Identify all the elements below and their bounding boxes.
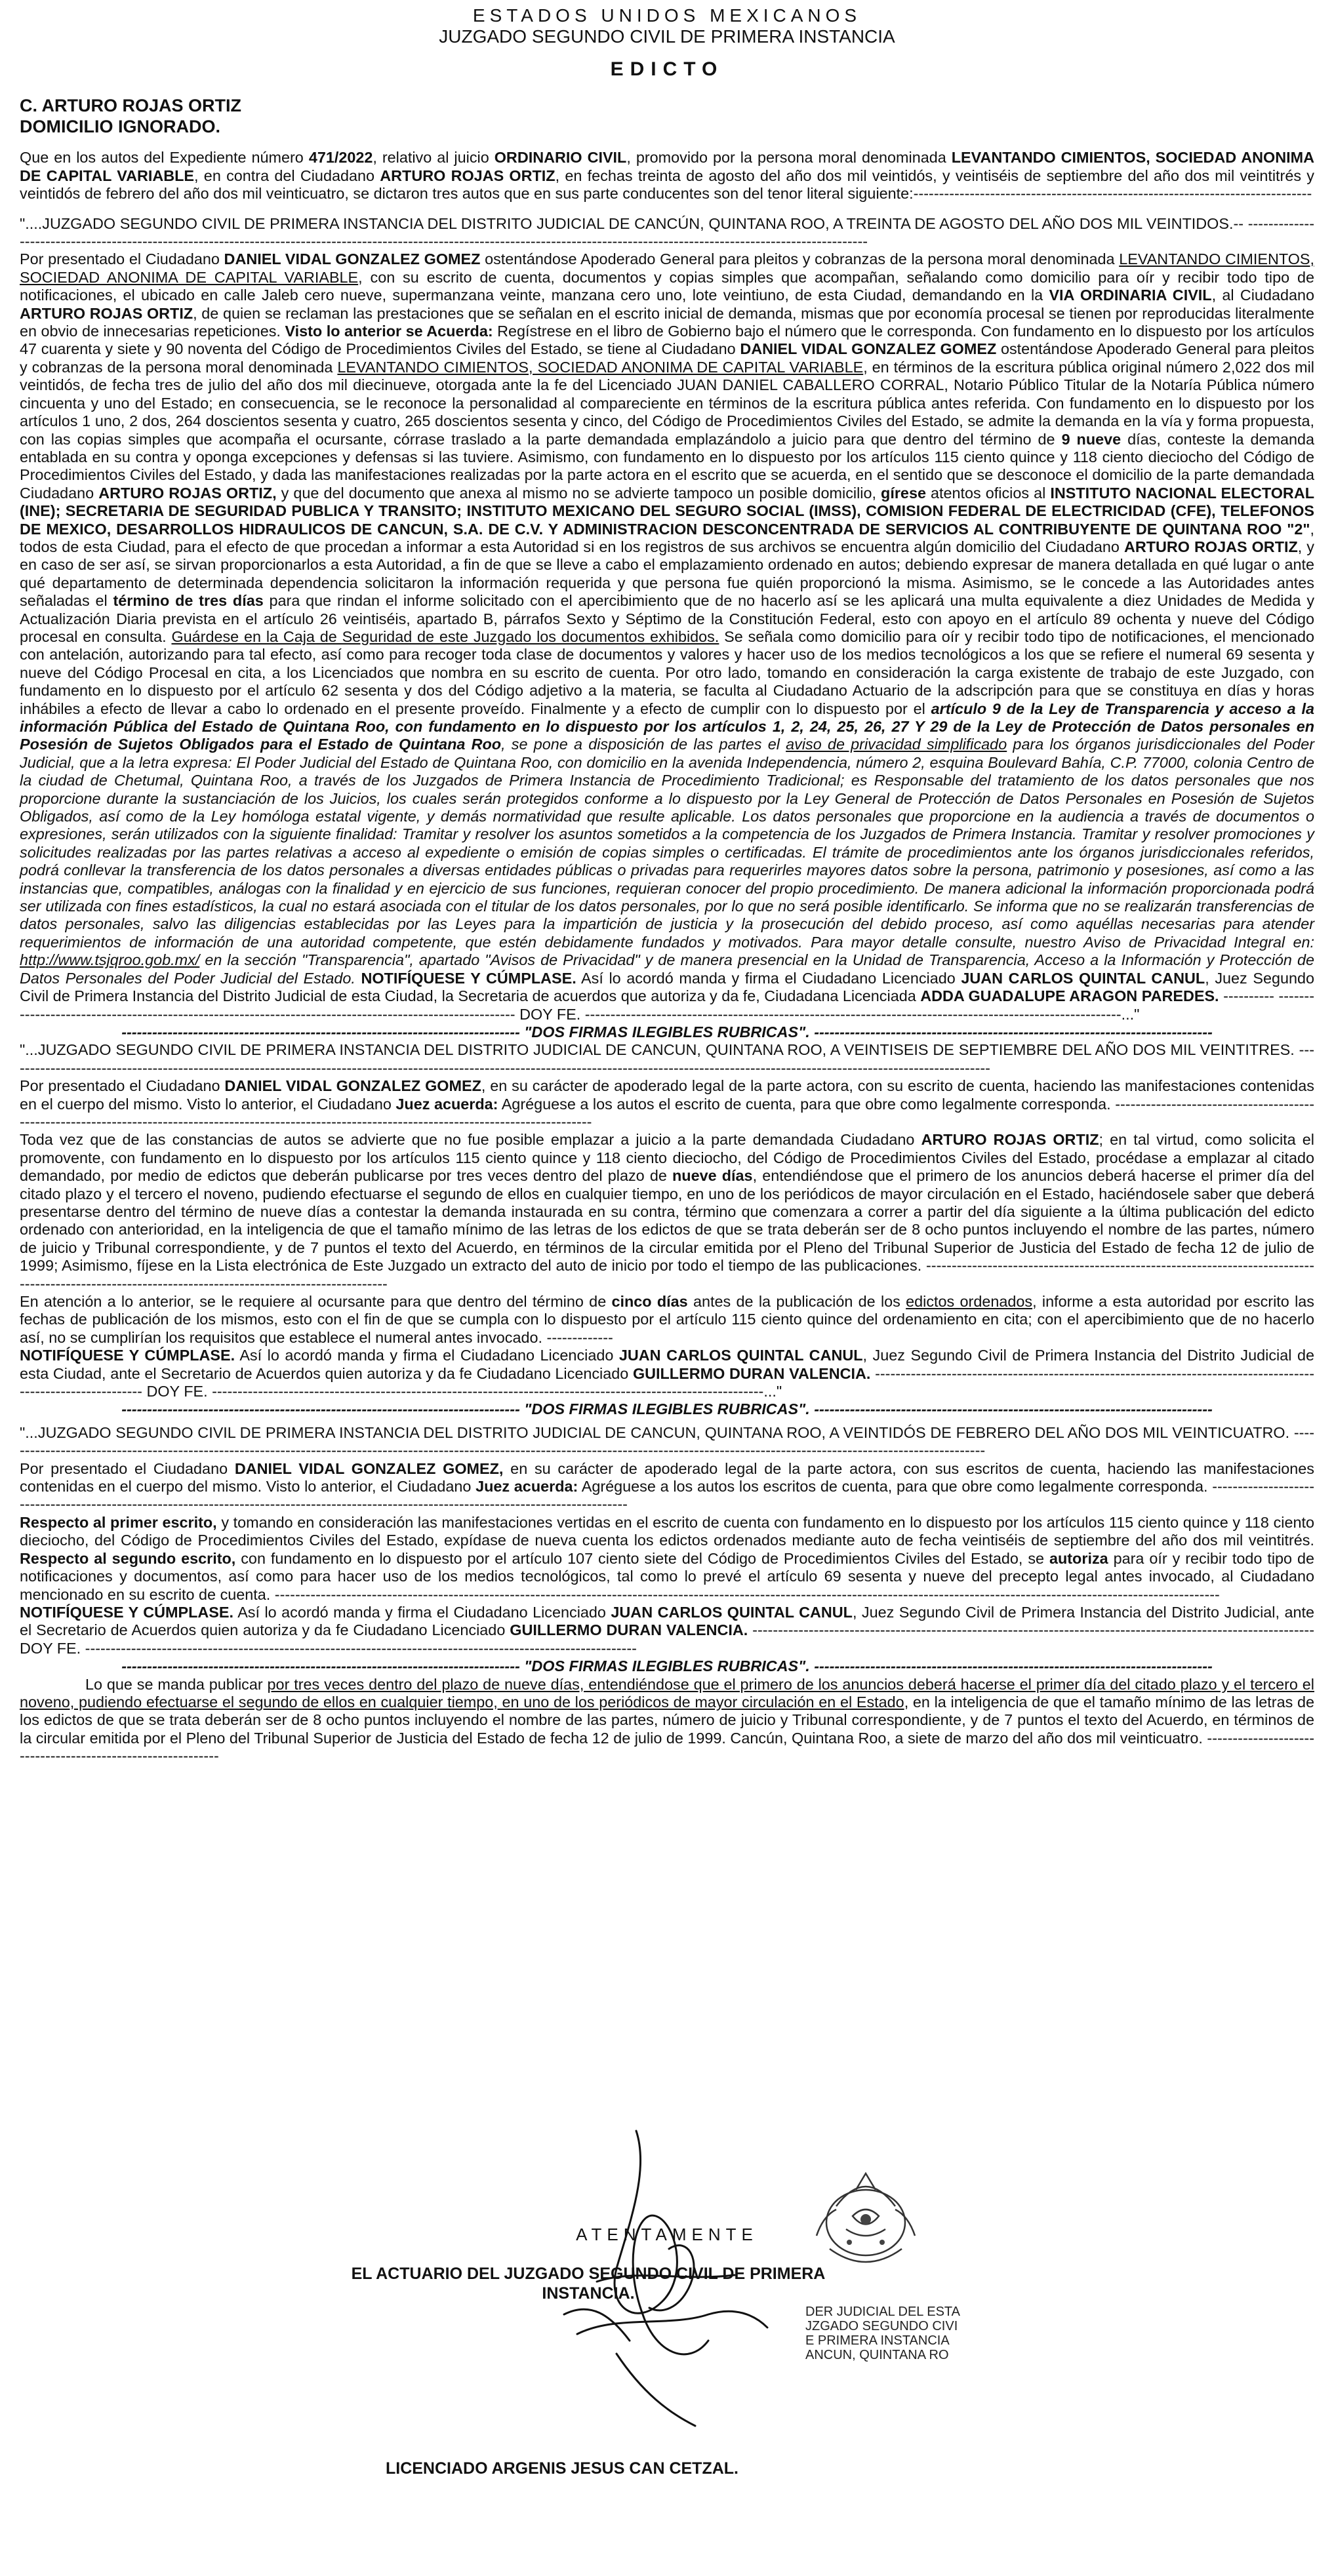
actuario-title-line1: EL ACTUARIO DEL JUZGADO SEGUNDO CIVIL DE PRIMERA [351,2265,826,2283]
publication-paragraph: Lo que se manda publicar por tres veces dentro del plazo de nueve días, entendiéndose que el primero de los anuncios deberá hacerse el primer día del citado plazo y el tercero el noveno, pudiendo efectuarse el segundo de ellos en cualquier tiempo, en uno de los periódicos de mayor circulación en el Estado, en la inteligencia de que el tamaño mínimo de las letras de los edictos de que se trata deberán ser de 8 ocho puntos incluyendo el nombre de las partes, número de juicio y Tribunal correspondiente, y de 7 puntos el texto del Acuerdo, en términos de la circular emitida por el Pleno del Tribunal Superior de Justicia del Estado de fecha 12 de julio de 1999. Cancún, Quintana Roo, a siete de marzo del año dos mil veinticuatro. ------------------------------------------------------------ [20,1675,1314,1765]
auto3-p2: Respecto al primer escrito, y tomando en consideración las manifestaciones vertidas en el escrito de cuenta con fundamento en lo dispuesto por los artículos 115 ciento quince y 118 ciento dieciocho, del Código de Procedimientos Civiles del Estado, expídase de nueva cuenta los edictos ordenados mediante auto de fecha veintiséis de septiembre del año dos mil veintitrés. Respecto al segundo escrito, con fundamento en lo dispuesto por el artículo 107 ciento siete del Código de Procedimientos Civiles del Estado, se autoriza para oír y recibir todo tipo de notificaciones y documentos, así como para hacer uso de los medios tecnológicos, tal como lo prevé el artículo 69 sesenta y nueve del precepto legal antes invocado, al Ciudadano mencionado en su escrito de cuenta. ----------------------------------------------------------------------------------------------------------------------------------------------------------------------------------------- [20,1513,1314,1603]
auto2-signatures-note: ------------------------------------------------------------------------------ "DOS FIRMAS ILEGIBLES RUBRICAS". ------------------------------------------------------------------------------ [121,1400,1213,1418]
auto1-signatures-note: ------------------------------------------------------------------------------ "DOS FIRMAS ILEGIBLES RUBRICAS". ------------------------------------------------------------------------------ [121,1023,1213,1040]
addressee-name: C. ARTURO ROJAS ORTIZ [20,96,242,116]
auto2-p3: En atención a lo anterior, se le requiere al ocursante para que dentro del término de cinco días antes de la publicación de los edictos ordenados, informe a esta autoridad por escrito las fechas de publicación de los mismos, esto con el fin de que se cumpla con lo dispuesto por el artículo 115 ciento quince del ordenamiento en cita; con el apercibimiento que de no hacerlo así, no se cumplirían los requisitos que establece el numeral antes invocado. ------------- [20,1293,1314,1346]
document-title: EDICTO [610,58,724,80]
handwritten-signature [538,2118,813,2446]
privacy-notice-link[interactable]: http://www.tsjqroo.gob.mx/ [20,951,200,969]
intro-paragraph: Que en los autos del Expediente número 471/2022, relativo al juicio ORDINARIO CIVIL, promovido por la persona moral denominada LEVANTANDO CIMIENTOS, SOCIEDAD ANONIMA DE CAPITAL VARIABLE, en contra del Ciudadano ARTURO ROJAS ORTIZ, en fechas treinta de agosto del año dos mil veintidós, y veintiséis de septiembre del año dos mil veintitrés y veintidós de febrero del año dos mil veinticuatro, se dictaron tres autos que en sus parte conducentes son del tenor literal siguiente:------------------------------------------------------------------------------ [20,149,1314,203]
country-header: ESTADOS UNIDOS MEXICANOS [472,5,862,26]
auto2-p1: Por presentado el Ciudadano DANIEL VIDAL GONZALEZ GOMEZ, en su carácter de apoderado legal de la parte actora, con su escrito de cuenta, haciendo las manifestaciones contenidas en el cuerpo del mismo. Visto lo anterior, el Ciudadano Juez acuerda: Agréguese a los autos el escrito de cuenta, para que obre como legalmente corresponda. ------------------------------------------------------------------------------------------------------------------------------------------------------- [20,1077,1315,1130]
court-seal-text: DER JUDICIAL DEL ESTA JZGADO SEGUNDO CIVI E PRIMERA INSTANCIA ANCUN, QUINTANA RO [805,2305,960,2362]
auto1-heading: "....JUZGADO SEGUNDO CIVIL DE PRIMERA INSTANCIA DEL DISTRITO JUDICIAL DE CANCÚN, QUINTANA ROO, A TREINTA DE AGOSTO DEL AÑO DOS MIL VEINTIDOS.-- ----------------------------------------------------------------------------------------------------------------------------------------------------------------------------------- [20,214,1314,250]
atentamente: ATENTAMENTE [576,2225,758,2244]
auto3-heading: "...JUZGADO SEGUNDO CIVIL DE PRIMERA INSTANCIA DEL DISTRITO JUDICIAL DE CANCUN, QUINTANA ROO, A VEINTIDÓS DE FEBRERO DEL AÑO DOS MIL VEINTICUATRO. ------------------------------------------------------------------------------------------------------------------------------------------------------------------------------------------------- [20,1423,1315,1459]
actuario-title-line2: INSTANCIA. [542,2284,635,2303]
auto2-heading: "...JUZGADO SEGUNDO CIVIL DE PRIMERA INSTANCIA DEL DISTRITO JUDICIAL DE CANCUN, QUINTANA ROO, A VEINTISEIS DE SEPTIEMBRE DEL AÑO DOS MIL VEINTITRES. ------------------------------------------------------------------------------------------------------------------------------------------------------------------------------------------------- [20,1041,1314,1077]
auto3-signatures-note: ------------------------------------------------------------------------------ "DOS FIRMAS ILEGIBLES RUBRICAS". ------------------------------------------------------------------------------ [121,1657,1213,1675]
signer-name: LICENCIADO ARGENIS JESUS CAN CETZAL. [385,2459,738,2478]
court-header: JUZGADO SEGUNDO CIVIL DE PRIMERA INSTANCIA [439,26,895,47]
auto2-p2: Toda vez que de las constancias de autos se advierte que no fue posible emplazar a juicio a la parte demandada Ciudadano ARTURO ROJAS ORTIZ; en tal virtud, como solicita el promovente, con fundamento en lo dispuesto por los artículos 115 ciento quince y 118 ciento dieciocho, del Código de Procedimientos Civiles del Estado, procédase a emplazar al citado demandado, por medio de edictos que deberán publicarse por tres veces dentro del plazo de nueve días, entendiéndose que el primero de los anuncios deberá hacerse el primer día del citado plazo y el tercero el noveno, pudiendo efectuarse el segundo de ellos en cualquier tiempo, en uno de los periódicos de mayor circulación en el Estado, haciéndosele saber que deberá presentarse dentro del término de nueve días a contestar la demanda instaurada en su contra, término que comenzara a correr a partir del día siguiente a la última publicación del edicto ordenado con anterioridad, en la inteligencia de que el tamaño mínimo de las letras de los edictos de que se trata deberán ser de 8 ocho puntos incluyendo el nombre de las partes, número de juicio y Tribunal correspondiente, y de 7 puntos el texto del Acuerdo, en términos de la circular emitida por el Pleno del Tribunal Superior de Justicia del Estado de fecha 12 de julio de 1999; Asimismo, fíjese en la Lista electrónica de Este Juzgado un extracto del auto de inicio por todo el tiempo de las publicaciones. ---------------------------------------------------------------------------------------------------------------------------------------------------- [20,1131,1314,1292]
auto1-body: Por presentado el Ciudadano DANIEL VIDAL GONZALEZ GOMEZ ostentándose Apoderado General para pleitos y cobranzas de la persona moral denominada LEVANTANDO CIMIENTOS, SOCIEDAD ANONIMA DE CAPITAL VARIABLE, con su escrito de cuenta, documentos y copias simples que acompañan, señalando como domicilio para oír y recibir todo tipo de notificaciones, el ubicado en calle Jaleb cero nueve, supermanzana veinte, manzana cero uno, lote veintiuno, de esta Ciudad, demandando en la VIA ORDINARIA CIVIL, al Ciudadano ARTURO ROJAS ORTIZ, de quien se reclaman las prestaciones que se señalan en el escrito inicial de demanda, mismas que por economía procesal se tienen por reproducidas literalmente en obvio de innecesarias repeticiones. Visto lo anterior se Acuerda: Regístrese en el libro de Gobierno bajo el número que le corresponda. Con fundamento en lo dispuesto por los artículos 47 cuarenta y siete y 90 noventa del Código de Procedimientos Civiles del Estado, se tiene al Ciudadano DANIEL VIDAL GONZALEZ GOMEZ ostentándose Apoderado General para pleitos y cobranzas de la persona moral denominada LEVANTANDO CIMIENTOS, SOCIEDAD ANONIMA DE CAPITAL VARIABLE, en términos de la escritura pública original número 2,022 dos mil veintidós, de fecha tres de julio del año dos mil diecinueve, otorgada ante la fe del Licenciado JUAN DANIEL CABALLERO CORRAL, Notario Público Titular de la Notaría Pública número cincuenta y uno del Estado; en consecuencia, se le reconoce la personalidad al compareciente en términos de la escritura pública antes referida. Con fundamento en lo dispuesto por los artículos 1 uno, 2 dos, 264 doscientos sesenta y cuatro, 265 doscientos sesenta y cinco, del Código de Procedimientos Civiles del Estado, se admite la demanda en la vía y forma propuesta, con las copias simples que acompaña el ocursante, córrase traslado a la parte demandada emplazándolo a juicio para que dentro del término de 9 nueve días, conteste la demanda entablada en su contra y oponga excepciones y defensas si las tuviere. Asimismo, con fundamento en lo dispuesto por los artículos 115 ciento quince y 118 ciento dieciocho del Código de Procedimientos Civiles del Estado, y dada las manifestaciones realizadas por la parte actora en el escrito que se acuerda, en el sentido que se desconoce el domicilio de la parte demandada Ciudadano ARTURO ROJAS ORTIZ, y que del documento que anexa al mismo no se advierte tampoco un posible domicilio, gírese atentos oficios al INSTITUTO NACIONAL ELECTORAL (INE); SECRETARIA DE SEGURIDAD PUBLICA Y TRANSITO; INSTITUTO MEXICANO DEL SEGURO SOCIAL (IMSS), COMISION FEDERAL DE ELECTRICIDAD (CFE), TELEFONOS DE MEXICO, DESARROLLOS HIDRAULICOS DE CANCUN, S.A. DE C.V. Y ADMINISTRACION DESCONCENTRADA DE SERVICIOS AL CONTRIBUYENTE DE QUINTANA ROO "2", todos de esta Ciudad, para el efecto de que procedan a informar a esta Autoridad si en los registros de sus archivos se encuentra algún domicilio del Ciudadano ARTURO ROJAS ORTIZ, y en caso de ser así, se sirvan proporcionarlos a esta Autoridad, a fin de que se lleve a cabo el emplazamiento ordenado en autos; debiendo expresar de manera detallada en qué lugar o ante qué departamento de determinada dependencia solicitaron la información requerida y que persona fue quién proporcionó la misma. Asimismo, se le concede a las Autoridades antes señaladas el término de tres días para que rindan el informe solicitado con el apercibimiento que de no hacerlo así se les aplicará una multa equivalente a diez Unidades de Medida y Actualización Diaria prevista en el artículo 26 veintiséis, apartado B, párrafos Sexto y Séptimo de la Constitución Federal, esto con apoyo en el artículo 89 ochenta y nueve del Código procesal en consulta. Guárdese en la Caja de Seguridad de este Juzgado los documentos exhibidos. Se señala como domicilio para oír y recibir todo tipo de notificaciones, el mencionado con antelación, autorizando para tal efecto, así como para recoger toda clase de documentos y valores y hacer uso de los medios tecnológicos a los que se refiere el numeral 69 sesenta y nueve del Código Procesal en cita, a los Licenciados que nombra en su escrito de cuenta. Por otro lado, tomando en consideración la carga existente de trabajo de este Juzgado, con fundamento en lo dispuesto por el artículo 62 sesenta y dos del Código adjetivo a la materia, se faculta al Ciudadano Actuario de la adscripción para que se constituya en días y horas inhábiles a efecto de llevar a cabo lo ordenado en el presente proveído. Finalmente y a efecto de cumplir con lo dispuesto por el artículo 9 de la Ley de Transparencia y acceso a la información Pública del Estado de Quintana Roo, con fundamento en lo dispuesto por los artículos 1, 2, 24, 25, 26, 27 Y 29 de la Ley de Protección de Datos personales en Posesión de Sujetos Obligados para el Estado de Quintana Roo, se pone a disposición de las partes el aviso de privacidad simplificado para los órganos jurisdiccionales del Poder Judicial, que a la letra expresa: El Poder Judicial del Estado de Quintana Roo, con domicilio en la avenida Independencia, número 2, esquina Boulevard Bahía, C.P. 77000, colonia Centro de la ciudad de Chetumal, Quintana Roo, a través de los Juzgados de Primera Instancia de Procedimiento Tradicional; es Responsable del tratamiento de los datos personales que nos proporcione durante la sustanciación de los Juicios, los cuales serán protegidos conforme a lo dispuesto por la Ley General de Protección de Datos Personales en Posesión de Sujetos Obligados, así como de la Ley homóloga estatal vigente, y demás normatividad que resulte aplicable. Los datos personales que proporcione en la audiencia a través de documentos o expresiones, serán utilizados con la siguiente finalidad: Tramitar y resolver los asuntos sometidos a la competencia de los Juzgados de Primera Instancia. Tramitar y resolver promociones y solicitudes realizadas por las partes relativas a acceso al expediente o emisión de copias simples o certificadas. El trámite de procedimientos ante los órganos jurisdiccionales referidos, podrá conllevar la transferencia de los datos personales a diversas entidades públicas o privadas para requerirles mayores datos sobre la persona, patrimonio y posesiones, así como a las instancias que, compatibles, análogas con la finalidad y en ejercicio de sus funciones, requieran conocer del propio procedimiento. De manera adicional la información proporcionada podrá ser utilizada con fines estadísticos, la cual no estará asociada con el titular de los datos personales, por lo que no será posible identificarlo. Se informa que no se realizarán transferencias de datos personales, salvo las diligencias establecidas por las Leyes para la impartición de justicia y la prosecución del debido proceso, así como aquéllas necesarias para atender requerimientos de información de una autoridad competente, que estén debidamente fundados y motivados. Para mayor detalle consulte, nuestro Aviso de Privacidad Integral en: http://www.tsjqroo.gob.mx/ en la sección "Transparencia", apartado "Avisos de Privacidad" y de manera presencial en la Unidad de Transparencia, Acceso a la Información y Protección de Datos Personales del Poder Judicial del Estado. NOTIFÍQUESE Y CÚMPLASE. Así lo acordó manda y firma el Ciudadano Licenciado JUAN CARLOS QUINTAL CANUL, Juez Segundo Civil de Primera Instancia del Distrito Judicial de esta Ciudad, la Secretaria de acuerdos que autoriza y da fe, Ciudadana Licenciada ADDA GUADALUPE ARAGON PAREDES. ---------- -------------------------------------------------------------------------------------------------------- DOY FE. ---------------------------------------------------------------------------------------------------------..." [20,250,1315,1023]
addressee-domicile: DOMICILIO IGNORADO. [20,117,220,137]
auto3-p3: NOTIFÍQUESE Y CÚMPLASE. Así lo acordó manda y firma el Ciudadano Licenciado JUAN CARLOS QUINTAL CANUL, Juez Segundo Civil de Primera Instancia del Distrito Judicial, ante el Secretario de Acuerdos quien autoriza y da fe Ciudadano Licenciado GUILLERMO DURAN VALENCIA. -------------------------------------------------------------------------------------------------------------- DOY FE. ------------------------------------------------------------------------------------------------------------ [20,1603,1315,1657]
auto3-p1: Por presentado el Ciudadano DANIEL VIDAL GONZALEZ GOMEZ, en su carácter de apoderado legal de la parte actora, con sus escritos de cuenta, haciendo las manifestaciones contenidas en el cuerpo del mismo. Visto lo anterior, el Ciudadano Juez acuerda: Agréguese a los autos los escritos de cuenta, para que obre como legalmente corresponda. ------------------------------------------------------------------------------------------------------------------------------------------- [20,1459,1314,1513]
auto2-p4: NOTIFÍQUESE Y CÚMPLASE. Así lo acordó manda y firma el Ciudadano Licenciado JUAN CARLOS QUINTAL CANUL, Juez Segundo Civil de Primera Instancia del Distrito Judicial de esta Ciudad, ante el Secretario de Acuerdos quien autoriza y da fe Ciudadano Licenciado GUILLERMO DURAN VALENCIA. -------------------------------------------------------------------------------------------------------------- DOY FE. ------------------------------------------------------------------------------------------------------------..." [20,1347,1314,1400]
